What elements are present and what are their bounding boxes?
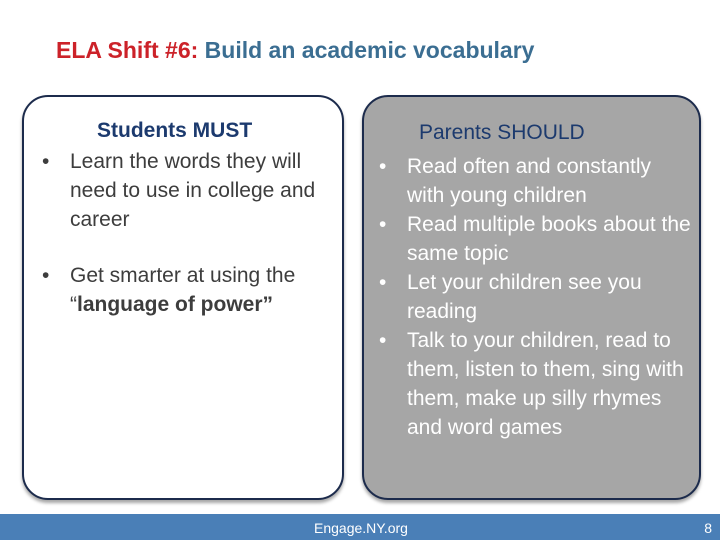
bullet-icon: • (379, 329, 387, 352)
students-list-2 (42, 261, 335, 319)
list-item-bold-text: language of power (77, 293, 263, 316)
list-item (379, 210, 692, 268)
slide-title-text: Build an academic vocabulary (198, 37, 535, 63)
list-item-text: Let your children see you reading (407, 271, 642, 323)
slide-title-prefix: ELA Shift #6: (56, 37, 199, 63)
page-number: 8 (704, 520, 712, 536)
list-item-text: Learn the words they will need to use in college and career (70, 150, 316, 231)
list-item-text: Read often and constantly with young children (407, 155, 652, 207)
list-item-text-before: Get smarter at using the “ (70, 264, 296, 316)
bullet-icon: • (42, 150, 50, 173)
parents-heading: Parents SHOULD (419, 121, 585, 144)
parents-list (379, 152, 692, 442)
bullet-icon: • (379, 213, 387, 236)
list-item-text: Talk to your children, read to them, listen to them, sing with them, make up silly rhymes and word games (407, 329, 684, 439)
footer-site-text: Engage.NY.org (314, 520, 408, 536)
parents-panel (362, 95, 701, 500)
students-panel (22, 95, 344, 500)
students-list-1 (42, 147, 335, 234)
list-item-text-after: ” (262, 293, 274, 316)
list-item (42, 261, 335, 319)
bullet-icon: • (42, 264, 50, 287)
bullet-icon: • (379, 155, 387, 178)
list-item-text: Read multiple books about the same topic (407, 213, 691, 265)
list-item (379, 268, 692, 326)
list-item (379, 152, 692, 210)
students-heading: Students MUST (97, 119, 253, 142)
slide-title (56, 34, 696, 66)
bullet-icon: • (379, 271, 387, 294)
list-item (379, 326, 692, 442)
list-item (42, 147, 335, 234)
